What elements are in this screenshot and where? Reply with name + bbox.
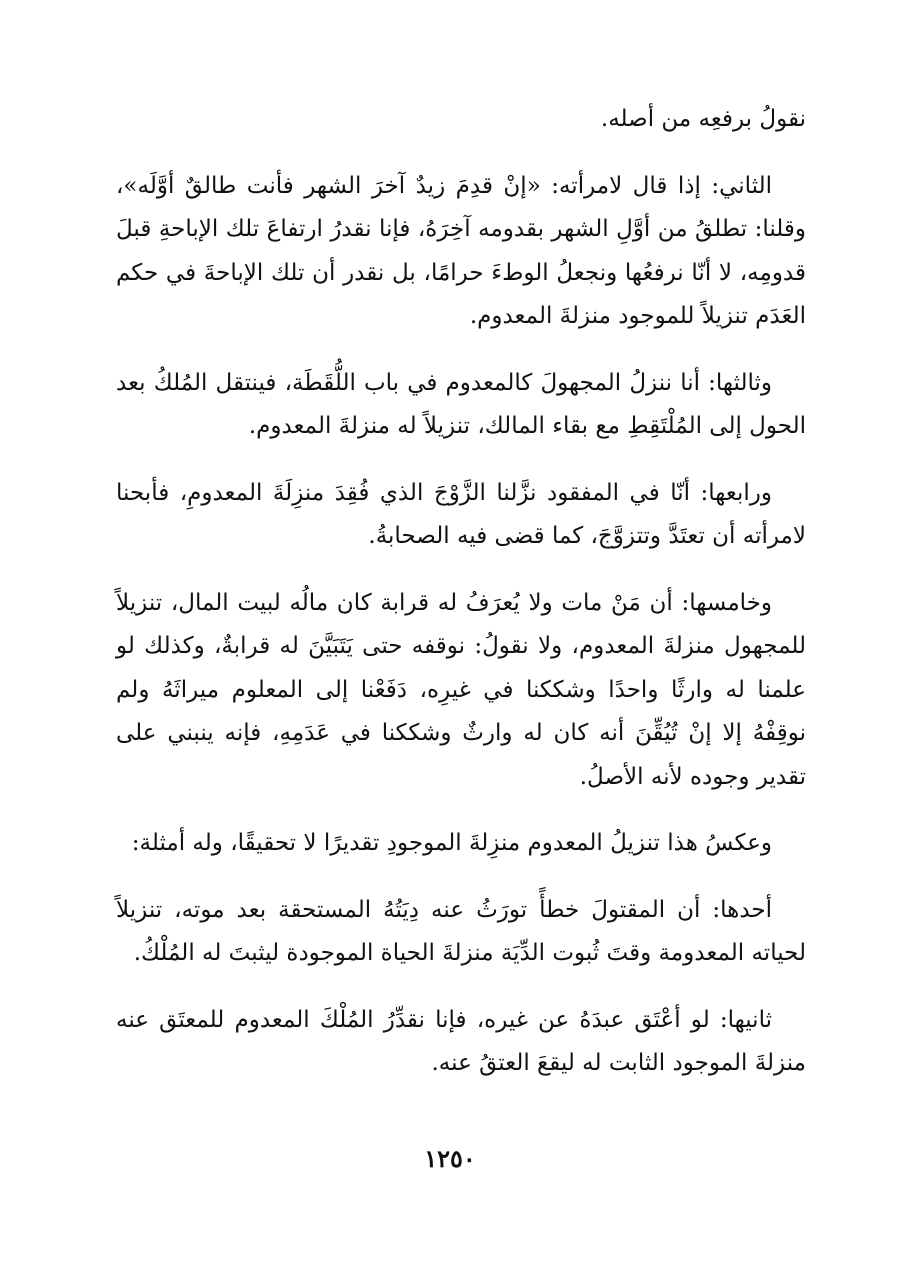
paragraph-fourth-example: ورابعها: أنّا في المفقود نزَّلنا الزَّوْجَ الذي فُقِدَ منزِلَةَ المعدومِ، فأبحنا لامرأته أن تعتَدَّ وتتزوَّجَ، كما قضى فيه الصحابةُ.	[116, 479, 806, 549]
page-body	[116, 98, 806, 1109]
paragraph-first-reverse-example: أحدها: أن المقتولَ خطأً تورَثُ عنه دِيَتُهُ المستحقة بعد موته، تنزيلاً لحياته المعدومة وقتَ ثُبوت الدِّيَة منزلةَ الحياة الموجودة ليثبتَ له المُلْكُ.	[116, 896, 806, 966]
paragraph-reverse-rule: وعكسُ هذا تنزيلُ المعدوم منزِلةَ الموجودِ تقديرًا لا تحقيقًا، وله أمثلة:	[131, 830, 772, 856]
paragraph-third-example: وثالثها: أنا ننزلُ المجهولَ كالمعدوم في باب اللُّقَطَة، فينتقل المُلكُ بعد الحول إلى المُلْتَقِطِ مع بقاء المالك، تنزيلاً له منزلةَ المعدوم.	[116, 369, 806, 439]
page-number: ١٢٥٠	[424, 1144, 476, 1173]
paragraph-second-example: الثاني: إذا قال لامرأته: «إنْ قدِمَ زيدٌ آخرَ الشهر فأنت طالقٌ أوَّلَه»، وقلنا: تطلقُ من أوَّلِ الشهر بقدومه آخِرَهُ، فإنا نقدرُ ارتفاعَ تلك الإباحةِ قبلَ قدومِه، لا أنّا نرفعُها ونجعلُ الوطءَ حرامًا، بل نقدر أن تلك الإباحةَ في حكم العَدَم تنزيلاً للموجود منزلةَ المعدوم.	[116, 172, 806, 329]
paragraph-continuation: نقولُ برفعِه من أصله.	[600, 106, 806, 132]
paragraph-second-reverse-example: ثانيها: لو أعْتَق عبدَهُ عن غيره، فإنا نقدِّرُ المُلْكَ المعدوم للمعتَق عنه منزلةَ الموجود الثابت له ليقعَ العتقُ عنه.	[116, 1006, 806, 1076]
paragraph-fifth-example: وخامسها: أن مَنْ مات ولا يُعرَفُ له قرابة كان مالُه لبيت المال، تنزيلاً للمجهول منزلةَ المعدوم، ولا نقولُ: نوقفه حتى يَتَبَيَّنَ له قرابةٌ، وكذلك لو علمنا له وارثًا واحدًا وشككنا في غيرِه، دَفَعْنا إلى المعلوم ميراثَهُ ولم نوقِفْهُ إلا إنْ تُيُقِّنَ أنه كان له وارثٌ وشككنا في عَدَمِهِ، فإنه ينبني على تقدير وجوده لأنه الأصلُ.	[116, 589, 806, 790]
